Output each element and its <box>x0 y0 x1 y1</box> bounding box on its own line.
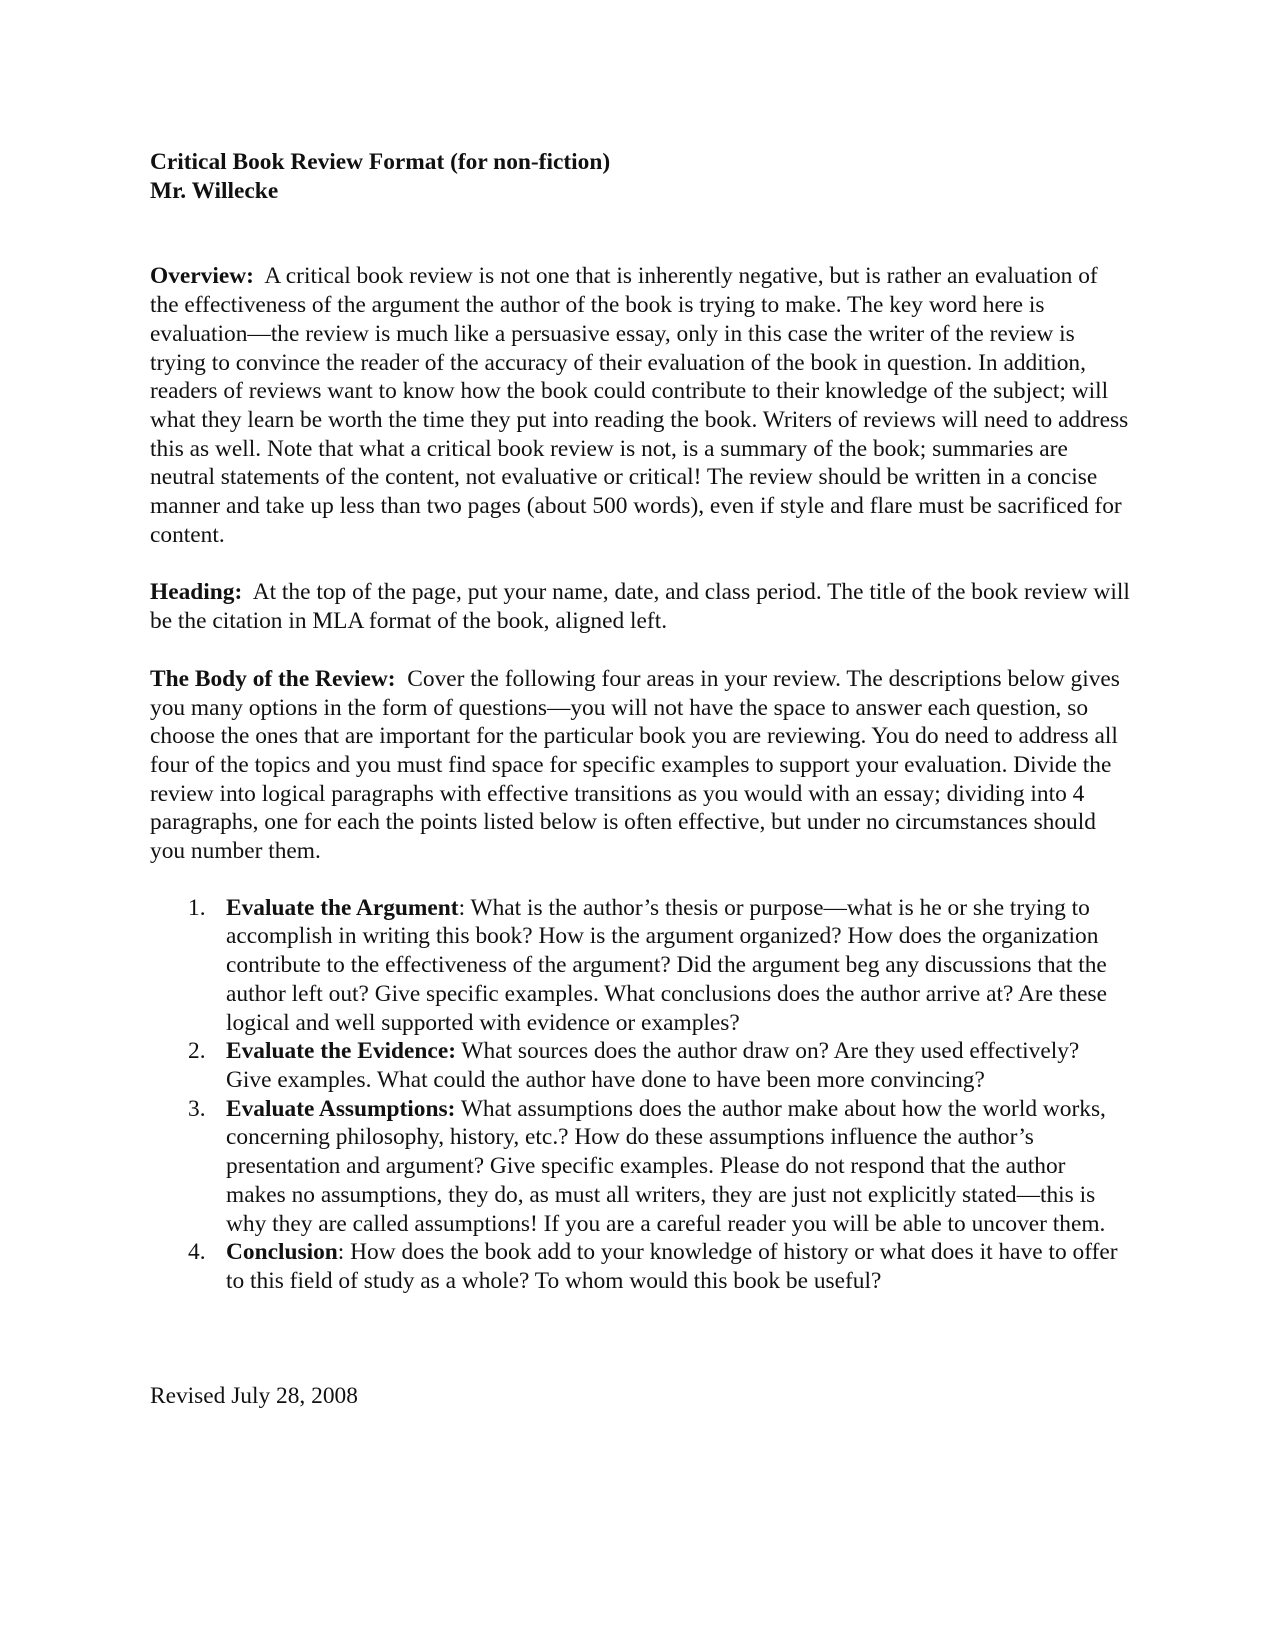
document-page <box>150 148 1130 1410</box>
overview-paragraph <box>150 262 1130 549</box>
body-label: The Body of the Review: <box>150 665 396 692</box>
list-item-number: 1. <box>188 894 206 921</box>
heading-text: At the top of the page, put your name, date, and class period. The title of the book review will be the citation in MLA format of the book, aligned left. <box>150 579 1130 635</box>
heading-paragraph <box>150 578 1130 635</box>
overview-label: Overview: <box>150 263 254 290</box>
list-item-text: : What is the author’s thesis or purpose—what is he or she trying to accomplish in writing this book? How is the argument organized? How does the organization contribute to the effectiveness of the argument? Did the argument beg any discussions that the author left out? Give specific examples. What conclusions does the author arrive at? Are these logical and well supported with evidence or examples? <box>226 894 1107 1036</box>
body-paragraph <box>150 665 1130 866</box>
list-item-text: What sources does the author draw on? Are they used effectively? Give examples. What could the author have done to have been more convincing? <box>226 1038 1080 1093</box>
list-item <box>150 1095 1130 1239</box>
body-text: Cover the following four areas in your review. The descriptions below gives you many options in the form of questions—you will not have the space to answer each question, so choose the ones that are important for the particular book you are reviewing. You do need to address all four of the topics and you must find space for specific examples to support your evaluation. Divide the review into logical paragraphs with effective transitions as you would with an essay; dividing into 4 paragraphs, one for each the points listed below is often effective, but under no circumstances should you number them. <box>150 665 1120 865</box>
document-title: Critical Book Review Format (for non-fiction) <box>150 149 611 175</box>
review-areas-list <box>150 894 1130 1296</box>
list-item-label: Conclusion <box>226 1239 338 1266</box>
document-author: Mr. Willecke <box>150 177 279 204</box>
list-item-number: 3. <box>188 1095 206 1122</box>
list-item <box>150 1238 1130 1295</box>
list-item-label: Evaluate the Argument <box>226 894 459 921</box>
list-item-text: What assumptions does the author make about how the world works, concerning philosophy, history, etc.? How do these assumptions influence the author’s presentation and argument? Give specific examples. Please do not respond that the author makes no assumptions, they do, as must all writers, they are just not explicitly stated—this is why they are called assumptions! If you are a careful reader you will be able to uncover them. <box>226 1095 1106 1237</box>
list-item-number: 4. <box>188 1239 206 1266</box>
list-item <box>150 1037 1130 1094</box>
list-item <box>150 894 1130 1038</box>
title-block <box>150 148 1130 205</box>
overview-text: A critical book review is not one that is inherently negative, but is rather an evaluation of the effectiveness of the argument the author of the book is trying to make. The key word here is evaluation—the review is much like a persuasive essay, only in this case the writer of the review is trying to convince the reader of the accuracy of their evaluation of the book in question. In addition, readers of reviews want to know how the book could contribute to their knowledge of the subject; will what they learn be worth the time they put into reading the book. Writers of reviews will need to address this as well. Note that what a critical book review is not, is a summary of the book; summaries are neutral statements of the content, not evaluative or critical! The review should be written in a concise manner and take up less than two pages (about 500 words), even if style and flare must be sacrificed for content. <box>150 263 1129 548</box>
list-item-text: : How does the book add to your knowledge of history or what does it have to offer to this field of study as a whole? To whom would this book be useful? <box>226 1239 1118 1294</box>
list-item-number: 2. <box>188 1038 206 1065</box>
list-item-label: Evaluate Assumptions: <box>226 1095 456 1122</box>
list-item-label: Evaluate the Evidence: <box>226 1038 456 1065</box>
heading-label: Heading: <box>150 579 243 606</box>
revision-date: Revised July 28, 2008 <box>150 1382 358 1409</box>
